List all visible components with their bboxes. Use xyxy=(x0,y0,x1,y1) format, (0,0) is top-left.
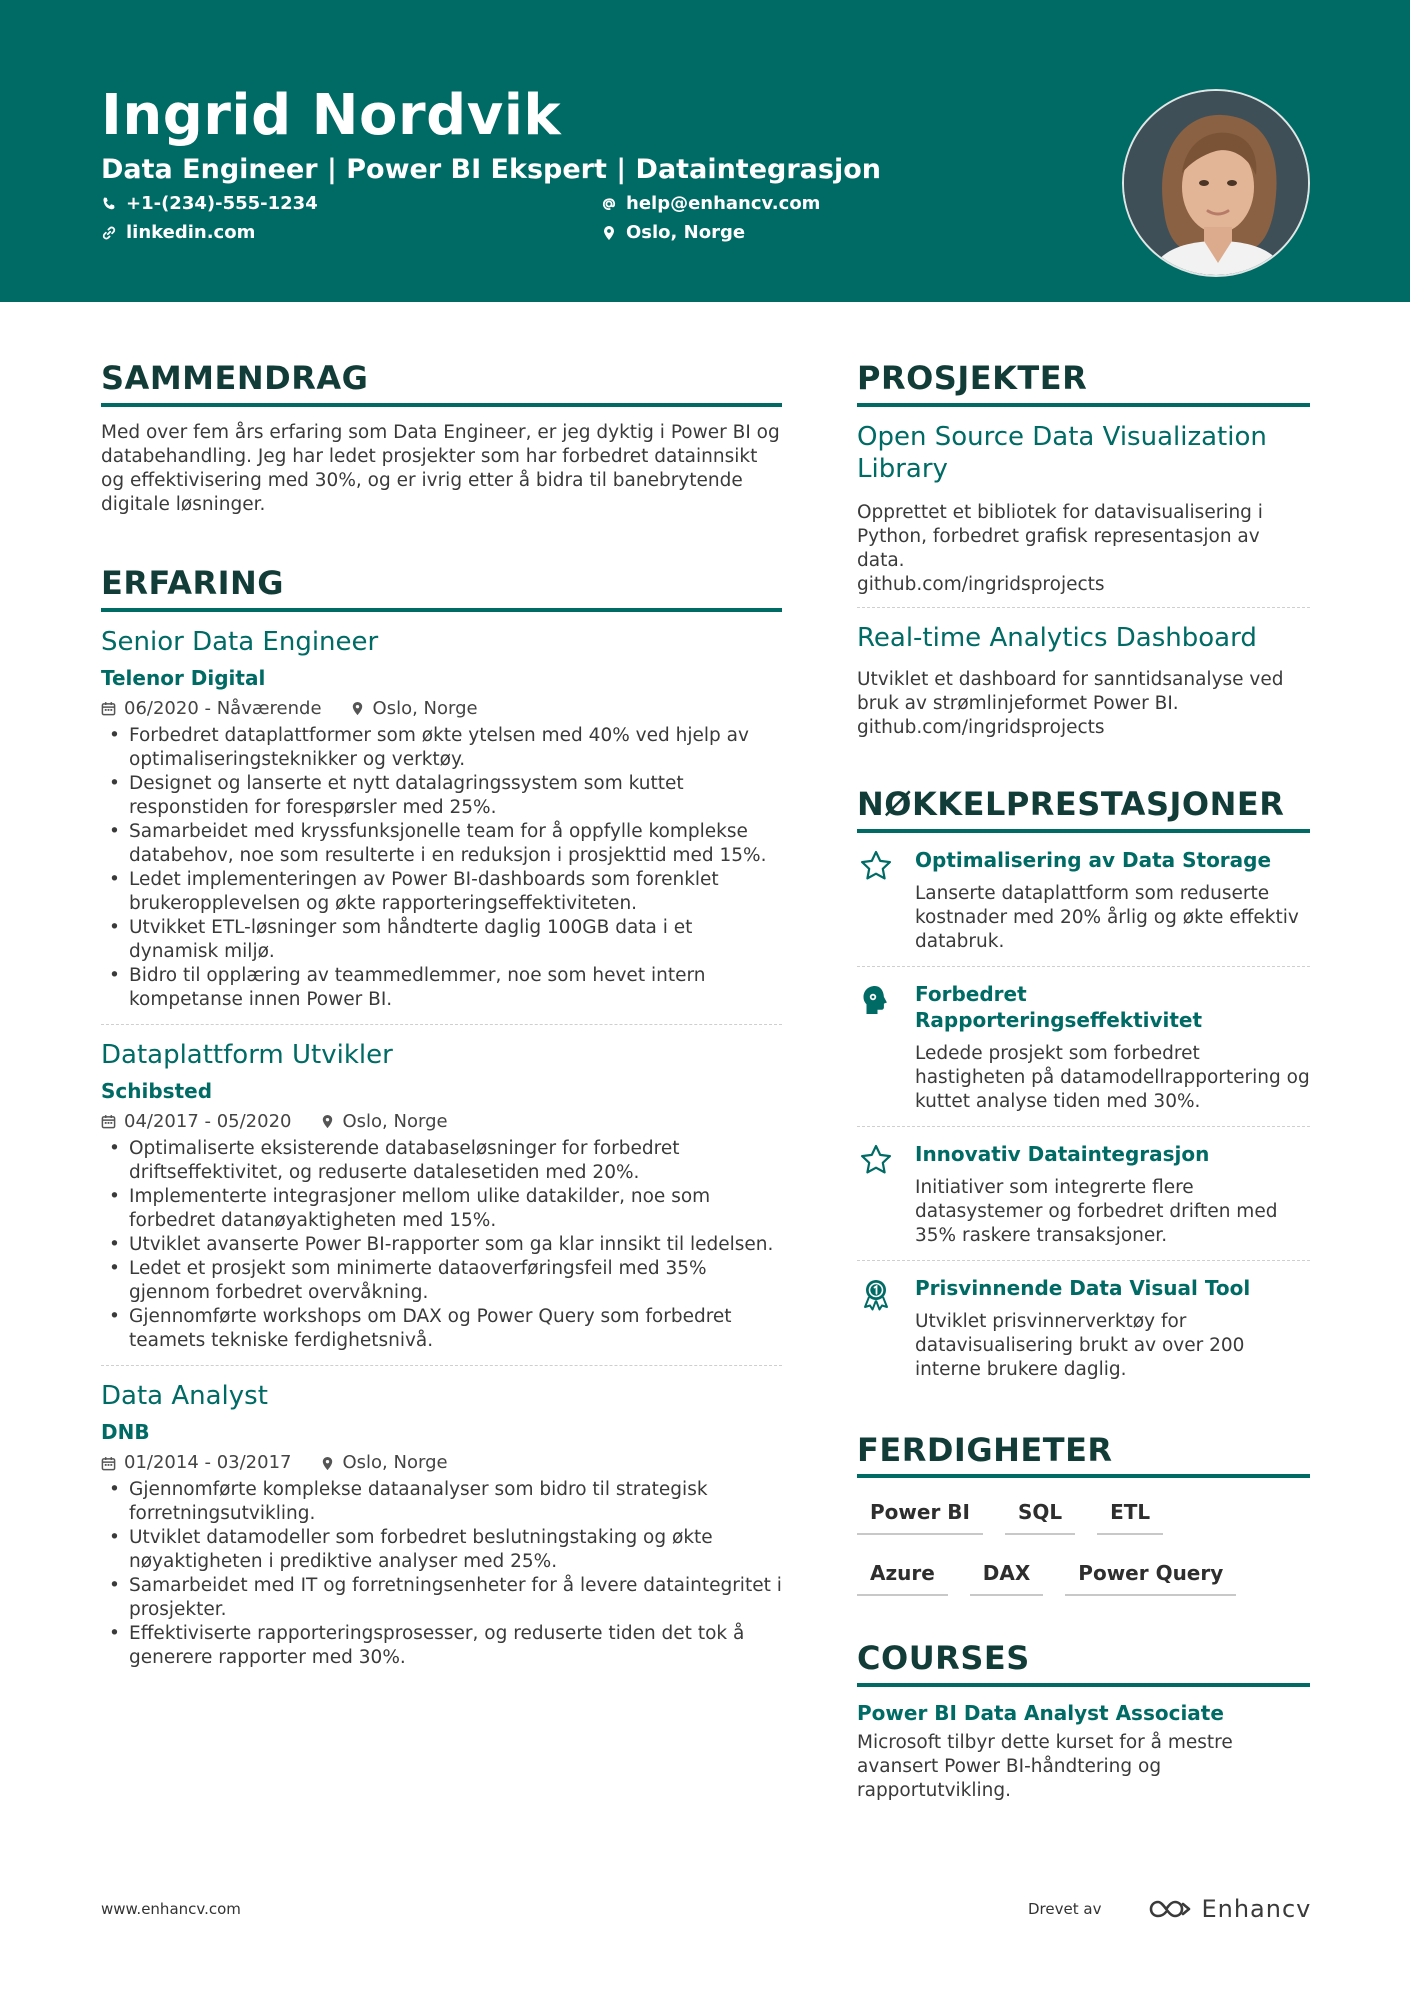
skill-tag: ETL xyxy=(1097,1492,1163,1535)
footer-website[interactable]: www.enhancv.com xyxy=(101,1900,241,1918)
achievement-icon-wrap xyxy=(857,1275,895,1382)
link-icon xyxy=(101,225,117,241)
bullet-item: • Ledet et prosjekt som minimerte dataoverføringsfeil med 35% gjennom forbedret overvåkning. xyxy=(101,1257,782,1305)
achievement-item xyxy=(857,1127,1310,1260)
bullet-item: • Samarbeidet med IT og forretningsenheter for å levere dataintegritet i prosjekter. xyxy=(101,1574,782,1622)
project-desc: Opprettet et bibliotek for datavisualisering i Python, forbedret grafisk representasjon av data. xyxy=(857,501,1263,571)
job-location-text: Oslo, Norge xyxy=(342,1452,448,1474)
enhancv-logo-text: Enhancv xyxy=(1201,1895,1312,1923)
contact-location xyxy=(601,222,745,244)
job-divider xyxy=(101,1024,782,1025)
achievement-icon-wrap xyxy=(857,981,895,1114)
job-location-text: Oslo, Norge xyxy=(372,698,478,720)
location-text: Oslo, Norge xyxy=(626,222,746,243)
job-bullets xyxy=(101,1137,782,1353)
course-title: Power BI Data Analyst Associate xyxy=(857,1701,1224,1726)
project-link[interactable]: github.com/ingridsprojects xyxy=(857,573,1105,595)
skill-tag: Azure xyxy=(857,1553,948,1596)
map-pin-icon xyxy=(601,225,617,241)
achievement-title: Innovativ Dataintegrasjon xyxy=(915,1141,1210,1166)
bullet-item: • Designet og lanserte et nytt datalagringssystem som kuttet responstiden for forespørsler med 25%. xyxy=(101,772,782,820)
calendar-icon xyxy=(101,1456,116,1471)
map-pin-icon xyxy=(320,1456,335,1471)
job-bullets xyxy=(101,1478,782,1670)
achievement-title: Forbedret Rapporteringseffektivitet xyxy=(915,981,1203,1032)
job-divider xyxy=(101,1365,782,1366)
bullet-item: • Implementerte integrasjoner mellom ulike datakilder, noe som forbedret datanøyaktigheten med 15%. xyxy=(101,1185,782,1233)
bullet-item: • Forbedret dataplattformer som økte ytelsen med 40% ved hjelp av optimaliseringsteknikker og verktøy. xyxy=(101,724,782,772)
job-company: Schibsted xyxy=(101,1079,213,1104)
header-banner xyxy=(0,0,1410,302)
contact-phone xyxy=(101,193,318,215)
bullet-item: • Ledet implementeringen av Power BI-dashboards som forenklet brukeropplevelsen og økte rapporteringseffektiviteten. xyxy=(101,868,782,916)
calendar-icon xyxy=(101,1114,116,1129)
achievement-title: Optimalisering av Data Storage xyxy=(915,847,1272,872)
job-dates xyxy=(101,698,322,720)
job-dates-text: 01/2014 - 03/2017 xyxy=(124,1452,292,1474)
job-meta xyxy=(101,698,782,720)
skills-list xyxy=(857,1492,1310,1596)
email-link[interactable]: help@enhancv.com xyxy=(626,193,821,214)
skill-tag: Power BI xyxy=(857,1492,983,1535)
bullet-item: • Gjennomførte workshops om DAX og Power Query som forbedret teamets tekniske ferdighetsnivå. xyxy=(101,1305,782,1353)
job-role: Dataplattform Utvikler xyxy=(101,1039,393,1070)
job-entry xyxy=(101,1039,782,1366)
star-icon xyxy=(859,849,893,883)
job-dates xyxy=(101,1452,292,1474)
project-link[interactable]: github.com/ingridsprojects xyxy=(857,716,1105,738)
linkedin-link[interactable]: linkedin.com xyxy=(126,222,256,243)
job-dates-text: 04/2017 - 05/2020 xyxy=(124,1111,292,1133)
map-pin-icon xyxy=(350,701,365,716)
left-column xyxy=(101,360,782,1670)
enhancv-logo[interactable] xyxy=(1147,1895,1311,1923)
enhancv-logo-icon xyxy=(1147,1898,1193,1920)
bullet-item: • Utvikket ETL-løsninger som håndterte daglig 100GB data i et dynamisk miljø. xyxy=(101,916,782,964)
at-icon xyxy=(601,196,617,212)
profile-photo xyxy=(1122,89,1310,277)
job-meta xyxy=(101,1452,782,1474)
achievement-icon-wrap xyxy=(857,847,895,954)
powered-by-label: Drevet av xyxy=(1028,1900,1102,1918)
phone-icon xyxy=(101,196,117,212)
contact-email[interactable] xyxy=(601,193,820,215)
skills-heading: FERDIGHETER xyxy=(857,1432,1310,1479)
head-icon xyxy=(859,983,893,1017)
map-pin-icon xyxy=(320,1114,335,1129)
job-location xyxy=(350,698,478,720)
job-company: Telenor Digital xyxy=(101,666,266,691)
right-column xyxy=(857,360,1310,1803)
phone-text: +1-(234)-555-1234 xyxy=(126,193,318,214)
job-bullets xyxy=(101,724,782,1012)
skill-tag: SQL xyxy=(1005,1492,1075,1535)
award-icon xyxy=(859,1277,893,1311)
job-role: Senior Data Engineer xyxy=(101,626,379,657)
footer-branding xyxy=(1028,1895,1311,1923)
project-divider xyxy=(857,607,1310,608)
bullet-item: • Bidro til opplæring av teammedlemmer, noe som hevet intern kompetanse innen Power BI. xyxy=(101,964,782,1012)
job-location xyxy=(320,1452,448,1474)
project-entry xyxy=(857,421,1310,608)
achievements-heading: NØKKELPRESTASJONER xyxy=(857,786,1310,833)
summary-text: Med over fem års erfaring som Data Engineer, er jeg dyktig i Power BI og databehandling. Jeg har ledet prosjekter som har forbedret datainnsikt og effektivisering med 30%, og er ivrig etter å bidra til banebrytende digitale løsninger. xyxy=(101,421,780,515)
project-title: Real-time Analytics Dashboard xyxy=(857,622,1257,653)
candidate-headline: Data Engineer | Power BI Ekspert | Dataintegrasjon xyxy=(101,154,881,185)
bullet-item: • Gjennomførte komplekse dataanalyser som bidro til strategisk forretningsutvikling. xyxy=(101,1478,782,1526)
skill-tag: Power Query xyxy=(1065,1553,1236,1596)
job-location-text: Oslo, Norge xyxy=(342,1111,448,1133)
bullet-item: • Utviklet datamodeller som forbedret beslutningstaking og økte nøyaktigheten i prediktive analyser med 25%. xyxy=(101,1526,782,1574)
portrait-illustration xyxy=(1124,91,1310,277)
job-dates xyxy=(101,1111,292,1133)
achievement-desc: Lanserte dataplattform som reduserte kostnader med 20% årlig og økte effektiv databruk. xyxy=(915,882,1299,952)
skill-tag: DAX xyxy=(970,1553,1044,1596)
contact-linkedin[interactable] xyxy=(101,222,255,244)
achievement-item xyxy=(857,833,1310,966)
summary-heading: SAMMENDRAG xyxy=(101,360,782,407)
bullet-item: • Utviklet avanserte Power BI-rapporter som ga klar innsikt til ledelsen. xyxy=(101,1233,782,1257)
job-entry xyxy=(101,626,782,1025)
achievement-title: Prisvinnende Data Visual Tool xyxy=(915,1275,1251,1300)
achievement-desc: Utviklet prisvinnerverktøy for datavisualisering brukt av over 200 interne brukere daglig. xyxy=(915,1310,1245,1380)
projects-heading: PROSJEKTER xyxy=(857,360,1310,407)
star-icon xyxy=(859,1143,893,1177)
achievement-item xyxy=(857,967,1310,1126)
course-desc: Microsoft tilbyr dette kurset for å mestre avansert Power BI-håndtering og rapportutvikling. xyxy=(857,1732,1233,1802)
job-meta xyxy=(101,1111,782,1133)
bullet-item: • Samarbeidet med kryssfunksjonelle team for å oppfylle komplekse databehov, noe som resulterte i en reduksjon i prosjekttid med 15%. xyxy=(101,820,782,868)
achievement-desc: Ledede prosjekt som forbedret hastigheten på datamodellrapportering og kuttet analyse tiden med 30%. xyxy=(915,1042,1310,1112)
achievement-item xyxy=(857,1261,1310,1394)
project-desc: Utviklet et dashboard for sanntidsanalyse ved bruk av strømlinjeformet Power BI. xyxy=(857,668,1284,714)
candidate-name: Ingrid Nordvik xyxy=(101,83,562,148)
courses-heading: COURSES xyxy=(857,1640,1310,1687)
job-dates-text: 06/2020 - Nåværende xyxy=(124,698,322,720)
project-entry xyxy=(857,622,1310,740)
bullet-item: • Effektiviserte rapporteringsprosesser, og reduserte tiden det tok å generere rapporter med 30%. xyxy=(101,1622,782,1670)
calendar-icon xyxy=(101,701,116,716)
achievement-desc: Initiativer som integrerte flere datasystemer og forbedret driften med 35% raskere transaksjoner. xyxy=(915,1176,1278,1246)
achievement-icon-wrap xyxy=(857,1141,895,1248)
job-company: DNB xyxy=(101,1420,150,1445)
job-location xyxy=(320,1111,448,1133)
bullet-item: • Optimaliserte eksisterende databaseløsninger for forbedret driftseffektivitet, og reduserte datalesetiden med 20%. xyxy=(101,1137,782,1185)
experience-heading: ERFARING xyxy=(101,565,782,612)
job-entry xyxy=(101,1380,782,1670)
project-title: Open Source Data Visualization Library xyxy=(857,421,1267,484)
job-role: Data Analyst xyxy=(101,1380,268,1411)
